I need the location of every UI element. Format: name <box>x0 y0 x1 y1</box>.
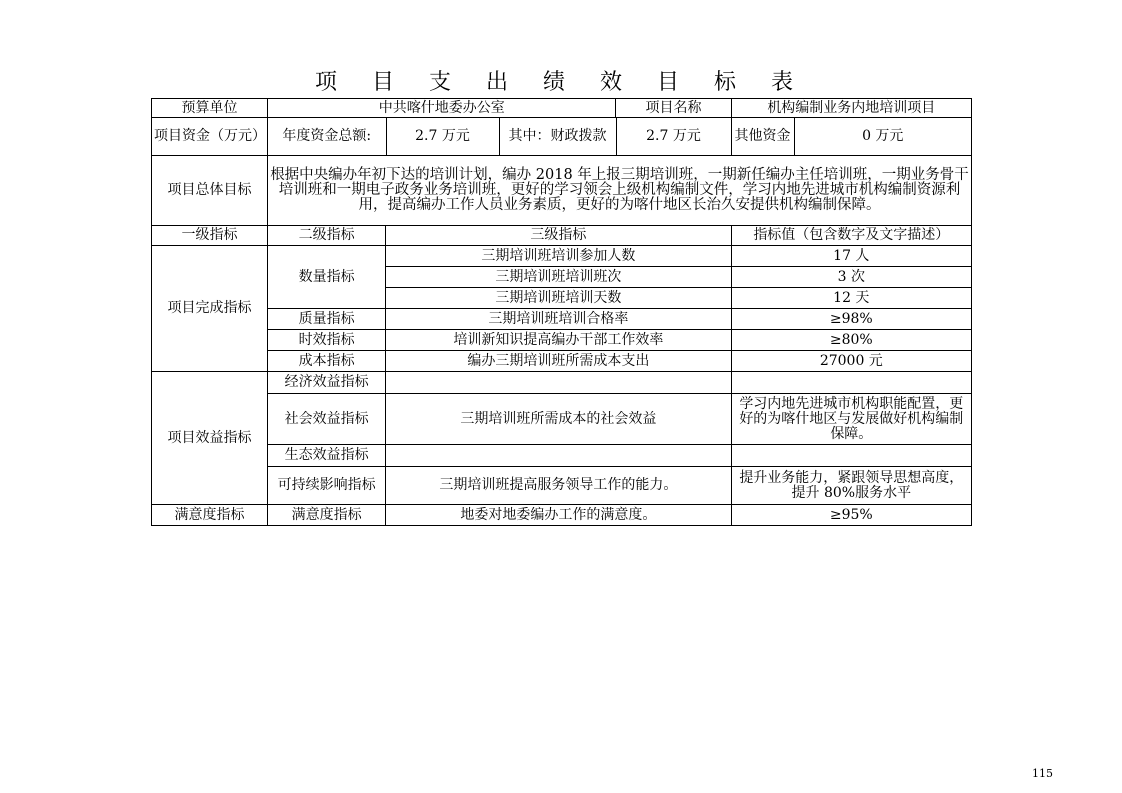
table-row <box>152 394 972 445</box>
table-row <box>152 156 972 226</box>
value-cell <box>731 445 971 467</box>
table-row <box>152 226 972 246</box>
col-value: 指标值（包含数字及文字描述） <box>731 226 971 246</box>
benefit-label: 项目效益指标 <box>152 372 268 505</box>
economic-label: 经济效益指标 <box>268 372 386 394</box>
indicator-cell <box>386 372 731 394</box>
project-name-label: 项目名称 <box>616 99 731 118</box>
col-level1: 一级指标 <box>152 226 268 246</box>
indicator-cell: 三期培训班培训班次 <box>386 267 731 288</box>
table-row <box>152 351 972 372</box>
table-row <box>152 372 972 394</box>
performance-target-table <box>151 98 972 526</box>
social-label: 社会效益指标 <box>268 394 386 445</box>
satisfaction-sub-label: 满意度指标 <box>268 505 386 526</box>
indicator-cell: 编办三期培训班所需成本支出 <box>386 351 731 372</box>
sustainable-label: 可持续影响指标 <box>268 467 386 505</box>
value-cell: 12 天 <box>731 288 971 309</box>
value-cell: 27000 元 <box>731 351 971 372</box>
table-row <box>152 118 972 156</box>
page-number: 115 <box>1032 767 1053 780</box>
other-label: 其他资金 <box>731 118 794 155</box>
table-row <box>152 99 972 118</box>
table-row <box>152 467 972 505</box>
value-cell: 17 人 <box>731 246 971 267</box>
value-cell: 学习内地先进城市机构职能配置，更好的为喀什地区与发展做好机构编制保障。 <box>731 394 971 445</box>
cost-label: 成本指标 <box>268 351 386 372</box>
fiscal-value: 2.7 万元 <box>616 118 731 155</box>
indicator-cell: 三期培训班所需成本的社会效益 <box>386 394 731 445</box>
ecological-label: 生态效益指标 <box>268 445 386 467</box>
value-cell: 3 次 <box>731 267 971 288</box>
other-value: 0 万元 <box>862 128 904 144</box>
annual-total-label: 年度资金总额: <box>268 118 386 155</box>
value-cell: ≥95% <box>731 505 971 526</box>
indicator-cell: 地委对地委编办工作的满意度。 <box>386 505 731 526</box>
indicator-cell: 培训新知识提高编办干部工作效率 <box>386 330 731 351</box>
funds-label: 项目资金（万元） <box>152 118 268 156</box>
table-row <box>152 246 972 267</box>
completion-label: 项目完成指标 <box>152 246 268 372</box>
indicator-cell: 三期培训班培训合格率 <box>386 309 731 330</box>
value-cell: ≥98% <box>731 309 971 330</box>
table-row <box>152 505 972 526</box>
indicator-cell: 三期培训班培训参加人数 <box>386 246 731 267</box>
quality-label: 质量指标 <box>268 309 386 330</box>
indicator-cell: 三期培训班提高服务领导工作的能力。 <box>386 467 731 505</box>
overall-goal-label: 项目总体目标 <box>152 156 268 226</box>
unit-label: 预算单位 <box>152 99 268 118</box>
overall-goal-text: 根据中央编办年初下达的培训计划，编办 2018 年上报三期培训班，一期新任编办主任培训班，一期业务骨干培训班和一期电子政务业务培训班，更好的学习领会上级机构编制文件，学习内地先进城市机构编制资源利用，提高编办工作人员业务素质，更好的为喀什地区长治久安提供机构编制保障。 <box>268 156 972 226</box>
indicator-cell <box>386 445 731 467</box>
fiscal-label: 其中：财政拨款 <box>499 118 616 155</box>
quantity-label: 数量指标 <box>268 246 386 309</box>
unit-value: 中共喀什地委办公室 <box>268 99 616 118</box>
project-name-value: 机构编制业务内地培训项目 <box>731 99 971 118</box>
col-level3: 三级指标 <box>386 226 731 246</box>
satisfaction-label: 满意度指标 <box>152 505 268 526</box>
table-row <box>152 309 972 330</box>
col-level2: 二级指标 <box>268 226 386 246</box>
annual-total-value: 2.7 万元 <box>386 118 499 155</box>
timeliness-label: 时效指标 <box>268 330 386 351</box>
value-cell <box>731 372 971 394</box>
table-row <box>152 330 972 351</box>
table-row <box>152 445 972 467</box>
funds-subtable <box>268 118 971 155</box>
indicator-cell: 三期培训班培训天数 <box>386 288 731 309</box>
value-cell: 提升业务能力，紧跟领导思想高度，提升 80%服务水平 <box>731 467 971 505</box>
value-cell: ≥80% <box>731 330 971 351</box>
page-title: 项 目 支 出 绩 效 目 标 表 <box>315 70 807 95</box>
